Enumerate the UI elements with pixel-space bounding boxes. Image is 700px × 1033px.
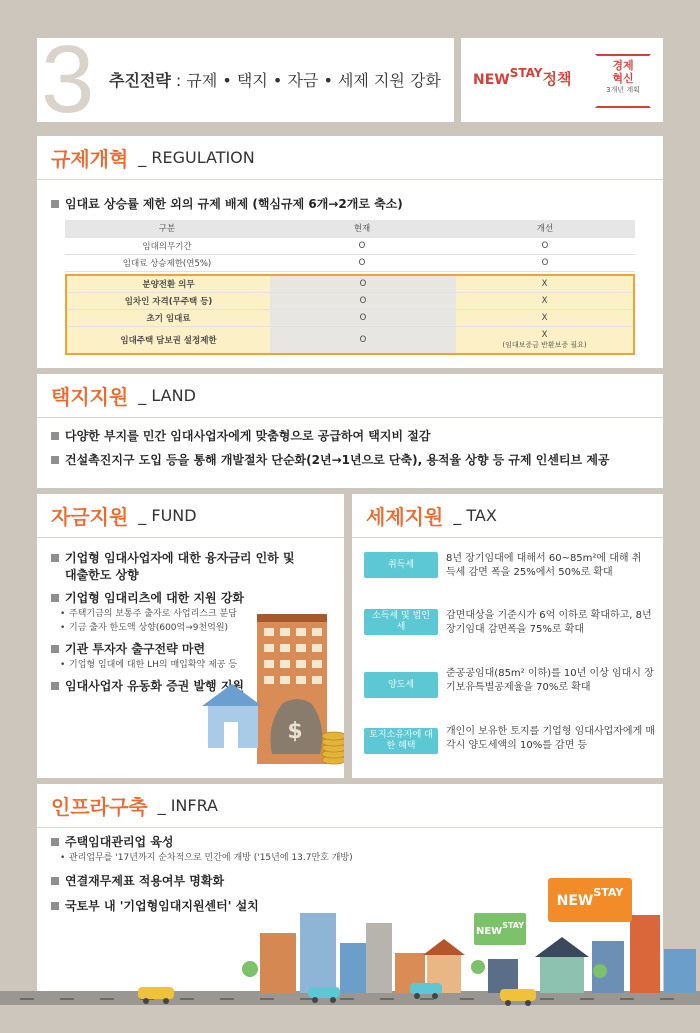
buildings-money-illustration <box>202 614 344 774</box>
infra-item: 연결재무제표 적용여부 명확화 <box>51 873 451 890</box>
col-header-category: 구분 <box>65 220 269 237</box>
tax-tag-income: 소득세 및 법인세 <box>364 609 438 635</box>
tax-section <box>352 494 663 778</box>
economy-innovation-stamp: 경제 혁신 3개년 계획 <box>595 54 651 108</box>
newstay-bubble-big: $NEW^{STAY}$ <box>548 878 632 922</box>
regulation-table <box>65 220 635 272</box>
header-title-rest: : 규제 • 택지 • 자금 • 세제 지원 강화 <box>175 71 441 90</box>
regulation-heading: 규제개혁 _ REGULATION <box>37 136 663 180</box>
col-header-improved: 개선 <box>455 220 635 237</box>
section-number: 3 <box>41 26 95 133</box>
fund-sub-item: • 기금 출자 한도액 상향(600억→9천억원) <box>51 621 301 635</box>
table-row: 임대의무기간 O O <box>65 237 635 254</box>
tax-tag-land-owner: 토지소유자에 대한 혜택 <box>364 728 438 754</box>
newstay-bubble-small: $NEW^{STAY}$ <box>474 913 526 945</box>
table-row: 분양전환 의무 O X <box>66 275 634 292</box>
header-title-bold: 추진전략 <box>109 71 171 90</box>
tax-tag-transfer: 양도세 <box>364 672 438 698</box>
col-header-current: 현재 <box>269 220 455 237</box>
header-logo-card <box>461 38 663 122</box>
infra-item: 국토부 내 '기업형임대지원센터' 설치 <box>51 898 451 915</box>
newstay-logo: $NEW^{STAY}$정책 <box>473 66 572 88</box>
tax-tag-acquisition: 취득세 <box>364 552 438 578</box>
table-row: 임차인 자격(무주택 등) O X <box>66 292 634 309</box>
regulation-table-highlighted <box>65 274 635 355</box>
infra-item: 주택임대관리업 육성 <box>51 834 451 851</box>
regulation-section <box>37 136 663 368</box>
tax-desc-transfer: 준공공임대(85m² 이하)를 10년 이상 임대시 장기보유특별공제율을 70%로 확대 <box>446 668 654 693</box>
fund-item: 임대사업자 유동화 증권 발행 지원 <box>51 678 301 695</box>
infra-sub-item: • 관리업무를 '17년까지 순차적으로 민간에 개방 ('15년에 13.7만호 개방) <box>51 851 451 865</box>
tax-heading: 세제지원 _ TAX <box>352 494 663 538</box>
fund-section <box>37 494 344 778</box>
land-bullet-2: 건설촉진지구 도입 등을 통해 개발절차 단순화(2년→1년으로 단축), 용적율 상향 등 규제 인센티브 제공 <box>51 452 651 469</box>
header-title-card <box>37 26 454 133</box>
fund-sub-item: • 기업형 임대에 대한 LH의 매입확약 제공 등 <box>51 658 301 672</box>
fund-heading: 자금지원 _ FUND <box>37 494 344 538</box>
svg-text:$: $ <box>287 719 303 744</box>
fund-sub-item: • 주택기금의 보통주 출자로 사업리스크 분담 <box>51 607 301 621</box>
regulation-bullet: 임대료 상승률 제한 외의 규제 배제 (핵심규제 6개→2개로 축소) <box>51 196 403 213</box>
fund-item: 기관 투자자 출구전략 마련 <box>51 641 301 658</box>
land-heading: 택지지원 _ LAND <box>37 374 663 418</box>
land-bullet-1: 다양한 부지를 민간 임대사업자에게 맞춤형으로 공급하여 택지비 절감 <box>51 428 651 445</box>
tax-desc-land-owner: 개인이 보유한 토지를 기업형 임대사업자에게 매각시 양도세액의 10%를 감면 등 <box>446 726 656 751</box>
table-row: 초기 임대료 O X <box>66 309 634 326</box>
fund-item: 기업형 임대리츠에 대한 지원 강화 <box>51 590 301 607</box>
infra-heading: 인프라구축 _ INFRA <box>37 784 663 828</box>
land-section <box>37 374 663 488</box>
tax-desc-income: 감면대상을 기준시가 6억 이하로 확대하고, 8년 장기임대 감면폭을 75%로 확대 <box>446 610 652 635</box>
table-row: 임대주택 담보권 설정제한 O X (임대보증금 반환보증 필요) <box>66 326 634 354</box>
tax-desc-acquisition: 8년 장기임대에 대해서 60~85m²에 대해 취득세 감면 폭을 25%에서 50%로 확대 <box>446 553 642 578</box>
fund-item: 기업형 임대사업자에 대한 융자금리 인하 및 대출한도 상향 <box>51 550 301 584</box>
table-row: 임대료 상승제한(연5%) O O <box>65 254 635 271</box>
